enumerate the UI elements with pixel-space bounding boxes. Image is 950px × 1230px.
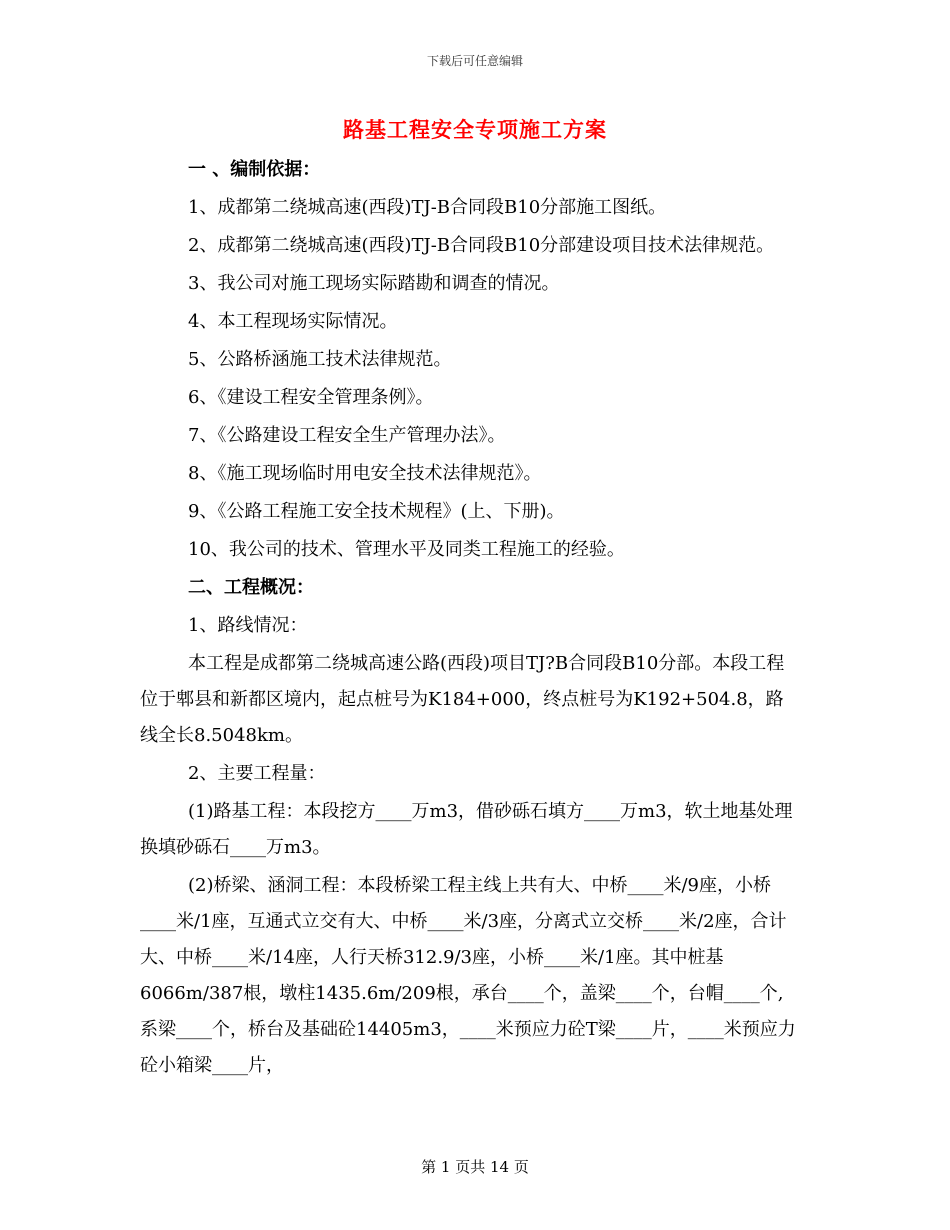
- page-footer: 第 1 页共 14 页: [421, 1158, 529, 1176]
- basis-item-2: 2、成都第二绕城高速(西段)TJ-B合同段B10分部建设项目技术法律规范。: [188, 235, 775, 256]
- basis-item-5: 5、公路桥涵施工技术法律规范。: [188, 349, 452, 370]
- basis-item-1: 1、成都第二绕城高速(西段)TJ-B合同段B10分部施工图纸。: [188, 197, 667, 218]
- basis-item-3: 3、我公司对施工现场实际踏勘和调查的情况。: [188, 273, 560, 294]
- section-heading-basis: 一 、编制依据：: [188, 159, 321, 180]
- basis-item-7: 7、《公路建设工程安全生产管理办法》。: [188, 425, 506, 446]
- basis-item-9: 9、《公路工程施工安全技术规程》(上、下册)。: [188, 501, 565, 522]
- document-title: 路基工程安全专项施工方案: [343, 117, 607, 142]
- quantities-subgrade-paragraph: (1)路基工程：本段挖方____万m3，借砂砾石填方____万m3，软土地基处理换填砂砾石____万m3。: [140, 801, 793, 858]
- overview-item-quantities: 2、主要工程量：: [188, 763, 326, 784]
- basis-item-10: 10、我公司的技术、管理水平及同类工程施工的经验。: [188, 539, 625, 560]
- basis-item-6: 6、《建设工程安全管理条例》。: [188, 387, 434, 408]
- basis-item-8: 8、《施工现场临时用电安全技术法律规范》。: [188, 463, 542, 484]
- overview-route-paragraph: 本工程是成都第二绕城高速公路(西段)项目TJ?B合同段B10分部。本段工程位于郫县和新都区境内，起点桩号为K184+000，终点桩号为K192+504.8，路线全长8.5048km。: [140, 653, 785, 746]
- overview-item-route: 1、路线情况：: [188, 615, 308, 636]
- quantities-bridge-paragraph: (2)桥梁、涵洞工程：本段桥梁工程主线上共有大、中桥____米/9座，小桥____米/1座，互通式立交有大、中桥____米/3座，分离式立交桥____米/2座，合计大、中桥____米/14座，人行天桥312.9/3座，小桥____米/1座。其中桩基6066m/387根，墩柱1435.6m/209根，承台____个，盖梁____个，台帽____个,系梁____个，桥台及基础砼14405m3，____米预应力砼T梁____片，____米预应力砼小箱梁____片，: [140, 875, 796, 1076]
- page-header-note: 下载后可任意编辑: [426, 54, 523, 68]
- section-heading-overview: 二、工程概况：: [188, 577, 314, 598]
- basis-item-4: 4、本工程现场实际情况。: [188, 311, 398, 332]
- document-body: [140, 152, 800, 1084]
